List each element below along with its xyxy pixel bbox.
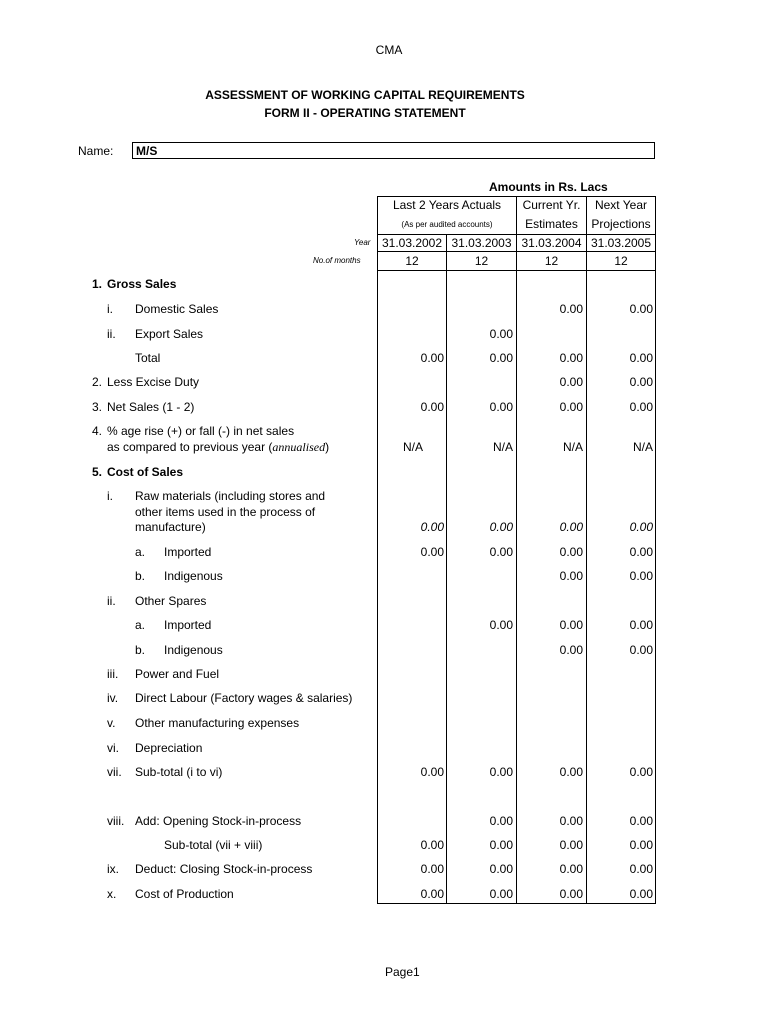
row-number: i. (107, 489, 113, 503)
projections-header: Projections (591, 217, 651, 231)
row-number: b. (135, 643, 146, 657)
cell-value: 0.00 (559, 545, 583, 559)
row-number: a. (135, 545, 146, 559)
cell-value: 0.00 (489, 618, 513, 632)
cell-value: 0.00 (489, 814, 513, 828)
row-number: b. (135, 569, 146, 583)
row-label: Cost of Production (135, 887, 234, 901)
form-title: ASSESSMENT OF WORKING CAPITAL REQUIREMENTS (205, 88, 525, 102)
cell-value: 0.00 (420, 838, 444, 852)
sheet-name: CMA (375, 43, 403, 57)
row-number: a. (135, 618, 146, 632)
cell-value: 0.00 (629, 618, 653, 632)
row-label: Imported (164, 545, 212, 559)
cell-value: 0.00 (629, 838, 653, 852)
name-label: Name: (78, 144, 114, 158)
year-cell: 31.03.2004 (521, 236, 582, 250)
row-label: Deduct: Closing Stock-in-process (135, 862, 313, 876)
row-label: Total (135, 351, 161, 365)
cell-value: N/A (562, 440, 583, 454)
cell-value: 0.00 (629, 545, 653, 559)
row-label: Raw materials (including stores and (135, 489, 326, 503)
name-value: M/S (136, 144, 158, 158)
cell-value: 0.00 (629, 887, 653, 901)
row-label: Indigenous (164, 643, 223, 657)
row-number: ii. (107, 327, 116, 341)
cell-value: 0.00 (489, 400, 513, 414)
row-label-continued: manufacture) (135, 520, 206, 534)
cell-value: 0.00 (559, 302, 583, 316)
row-label: Net Sales (1 - 2) (107, 400, 195, 414)
row-label: Cost of Sales (107, 465, 184, 479)
cell-value: 0.00 (489, 520, 513, 534)
row-label: Other Spares (135, 594, 207, 608)
cell-value: 0.00 (629, 351, 653, 365)
cell-value: 0.00 (489, 838, 513, 852)
row-label: Indigenous (164, 569, 223, 583)
cell-value: 0.00 (629, 400, 653, 414)
cell-value: 0.00 (629, 375, 653, 389)
next-year-header: Next Year (594, 198, 648, 212)
row-label-continued: as compared to previous year (annualised) (107, 440, 330, 454)
cell-value: 0.00 (629, 643, 653, 657)
row-number: 5. (92, 465, 103, 479)
cell-value: 0.00 (629, 569, 653, 583)
row-number: 2. (92, 375, 103, 389)
cell-value: 0.00 (420, 400, 444, 414)
months-cell: 12 (614, 254, 628, 268)
row-number: 1. (92, 277, 103, 291)
actuals-header: Last 2 Years Actuals (392, 198, 502, 212)
cell-value: 0.00 (559, 814, 583, 828)
months-cell: 12 (405, 254, 419, 268)
cell-value: 0.00 (489, 765, 513, 779)
row-number: v. (107, 716, 116, 730)
cell-value: 0.00 (559, 569, 583, 583)
cell-value: 0.00 (489, 545, 513, 559)
cell-value: 0.00 (489, 327, 513, 341)
row-number: ii. (107, 594, 116, 608)
year-cell: 31.03.2005 (590, 236, 652, 250)
cell-value: 0.00 (559, 862, 583, 876)
row-label: Power and Fuel (135, 667, 220, 681)
amounts-unit: Amounts in Rs. Lacs (489, 180, 608, 194)
row-number: vi. (107, 741, 119, 755)
row-number: x. (107, 887, 117, 901)
months-cell: 12 (544, 254, 559, 268)
row-number: vii. (107, 765, 122, 779)
row-label: Direct Labour (Factory wages & salaries) (135, 691, 353, 705)
cell-value: 0.00 (559, 400, 583, 414)
cell-value: 0.00 (420, 520, 444, 534)
row-label: Gross Sales (107, 277, 177, 291)
cell-value: 0.00 (559, 375, 583, 389)
row-number: viii. (107, 814, 125, 828)
cell-value: 0.00 (559, 351, 583, 365)
cell-value: 0.00 (420, 862, 444, 876)
cell-value: 0.00 (489, 351, 513, 365)
year-cell: 31.03.2003 (451, 236, 512, 250)
row-label: Other manufacturing expenses (135, 716, 300, 730)
cell-value: N/A (492, 440, 513, 454)
year-label: Year (354, 238, 371, 247)
cell-value: 0.00 (420, 545, 444, 559)
row-number: 3. (92, 400, 103, 414)
row-label: Less Excise Duty (107, 375, 200, 389)
row-label-continued: other items used in the process of (135, 505, 316, 519)
row-label: Depreciation (135, 741, 203, 755)
cell-value: 0.00 (629, 520, 653, 534)
row-label: % age rise (+) or fall (-) in net sales (107, 424, 295, 438)
year-cell: 31.03.2002 (381, 236, 443, 250)
row-label: Add: Opening Stock-in-process (135, 814, 302, 828)
cell-value: 0.00 (629, 862, 653, 876)
months-cell: 12 (474, 254, 489, 268)
cell-value: 0.00 (559, 618, 583, 632)
cell-value: 0.00 (559, 838, 583, 852)
cell-value: 0.00 (420, 351, 444, 365)
cell-value: 0.00 (420, 765, 444, 779)
form-subtitle: FORM II - OPERATING STATEMENT (264, 106, 466, 120)
row-label: Imported (164, 618, 212, 632)
current-yr-header: Current Yr. (522, 198, 581, 212)
cell-value: 0.00 (559, 887, 583, 901)
row-number: i. (107, 302, 113, 316)
cell-value: 0.00 (629, 765, 653, 779)
row-label: Export Sales (135, 327, 204, 341)
row-number: iv. (107, 691, 119, 705)
row-label: Sub-total (i to vi) (135, 765, 223, 779)
row-label: Sub-total (vii + viii) (164, 838, 263, 852)
actuals-subheader: (As per audited accounts) (401, 220, 493, 229)
cell-value: 0.00 (629, 302, 653, 316)
months-label: No.of months (313, 256, 361, 265)
row-number: iii. (107, 667, 119, 681)
estimates-header: Estimates (525, 217, 578, 231)
cell-value: N/A (402, 440, 423, 454)
cell-value: 0.00 (420, 887, 444, 901)
cell-value: 0.00 (559, 520, 583, 534)
name-field[interactable] (132, 142, 655, 159)
cell-value: 0.00 (489, 862, 513, 876)
cell-value: 0.00 (629, 814, 653, 828)
row-number: 4. (92, 424, 103, 438)
cell-value: 0.00 (559, 765, 583, 779)
page-footer: Page1 (385, 965, 420, 979)
cell-value: 0.00 (489, 887, 513, 901)
row-number: ix. (107, 862, 119, 876)
row-label: Domestic Sales (135, 302, 219, 316)
cell-value: N/A (632, 440, 653, 454)
cell-value: 0.00 (559, 643, 583, 657)
